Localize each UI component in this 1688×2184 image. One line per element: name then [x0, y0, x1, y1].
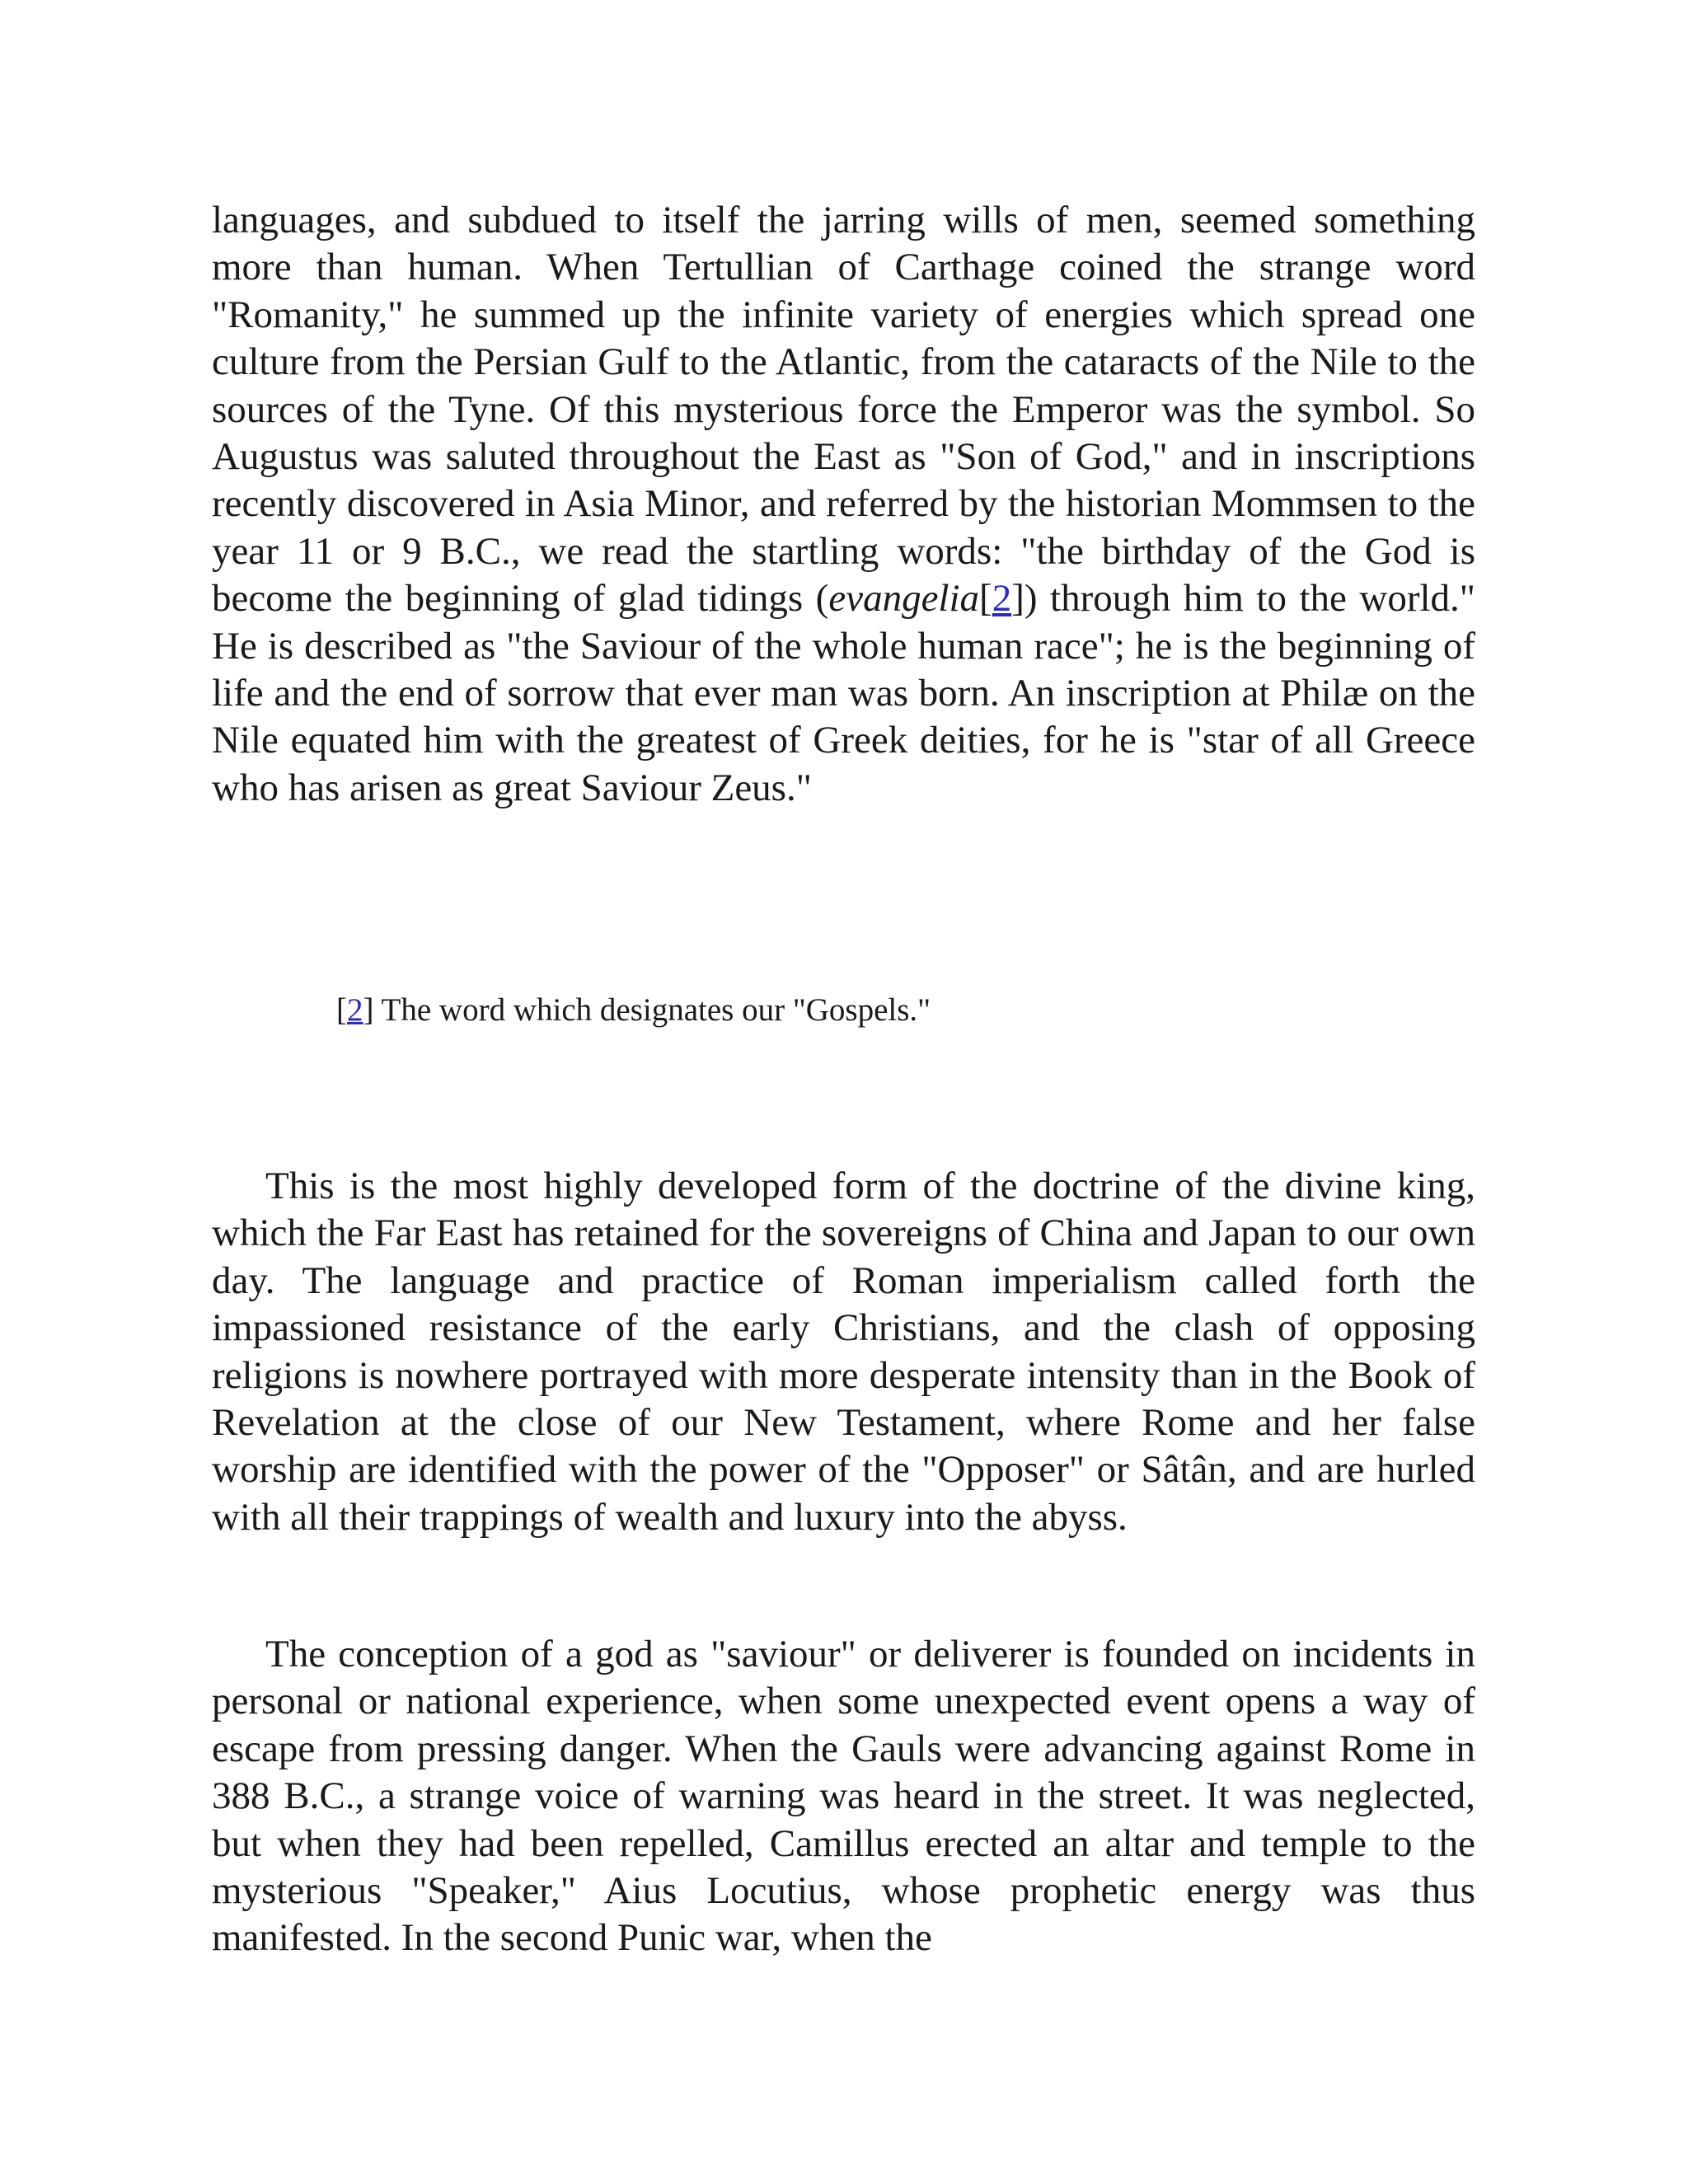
footnote-ref-link-2[interactable]: 2 [992, 577, 1012, 621]
footnote-bracket-open: [ [336, 992, 347, 1028]
body-paragraph-1 [212, 197, 1475, 812]
bracket-close: ] [1011, 577, 1025, 621]
paragraph-1-text-start: languages, and subdued to itself the jarring wills of men, seemed something more than human. When Tertullian of Carthage coined the strange word "Romanity," he summed up the infinite variety of energies which spread one culture from the Persian Gulf to the Atlantic, from the cataracts of the Nile to the sources of the Tyne. Of this mysterious force the Emperor was the symbol. So Augustus was saluted throughout the East as "Son of God," and in inscriptions recently discovered in Asia Minor, and referred by the historian Mommsen to the year 11 or 9 B.C., we read the startling words: "the birthday of the God is become the beginning of glad tidings ( [212, 199, 1475, 621]
footnote-bracket-close: ] [363, 992, 374, 1028]
bracket-open: [ [979, 577, 992, 621]
footnote-2 [336, 991, 931, 1030]
footnote-backref-link-2[interactable]: 2 [347, 992, 363, 1028]
italic-term-evangelia: evangelia [828, 577, 980, 621]
body-paragraph-3: The conception of a god as "saviour" or deliverer is founded on incidents in personal or national experience, when some unexpected event opens a way of escape from pressing danger. When the Gauls were advancing against Rome in 388 B.C., a strange voice of warning was heard in the street. It was neglected, but when they had been repelled, Camillus erected an altar and temple to the mysterious "Speaker," Aius Locutius, whose prophetic energy was thus manifested. In the second Punic war, when the [212, 1633, 1475, 1960]
footnote-text: The word which designates our "Gospels." [373, 992, 931, 1028]
body-paragraph-2: This is the most highly developed form of the doctrine of the divine king, which the Far East has retained for the sovereigns of China and Japan to our own day. The language and practice of Roman imperialism called forth the impassioned resistance of the early Christians, and the clash of opposing religions is nowhere portrayed with more desperate intensity than in the Book of Revelation at the close of our New Testament, where Rome and her false worship are identified with the power of the "Opposer" or Sâtân, and are hurled with all their trappings of wealth and luxury into the abyss. [212, 1165, 1475, 1539]
paragraph-1-text-end: ) through him to the world." He is described as "the Saviour of the whole human race"; he is the beginning of life and the end of sorrow that ever man was born. An inscription at Philæ on the Nile equated him with the greatest of Greek deities, for he is "star of all Greece who has arisen as great Saviour Zeus." [212, 577, 1475, 809]
